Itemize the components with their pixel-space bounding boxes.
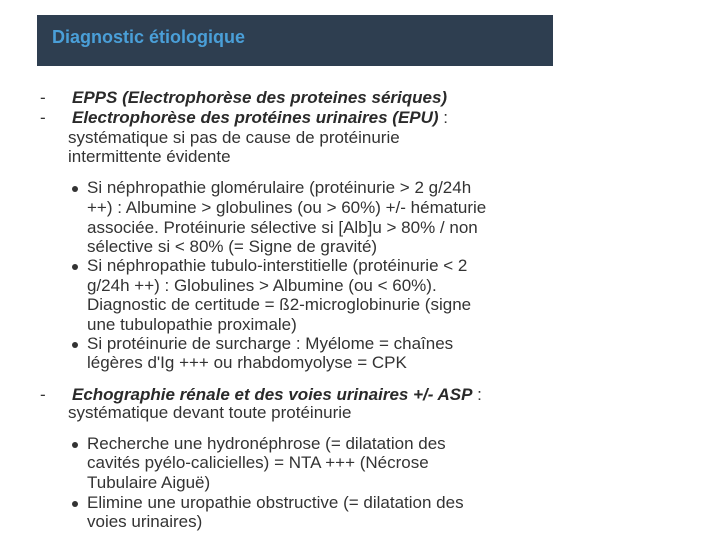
list-item-heading [72, 385, 482, 405]
list-item-text: systématique devant toute protéinurie [68, 403, 352, 422]
bullet-icon [72, 442, 78, 448]
bullet-icon [72, 186, 78, 192]
bullet-text: Recherche une hydronéphrose (= dilatation des [87, 434, 446, 453]
bullet-text: une tubulopathie proximale) [87, 315, 297, 334]
bullet-text: Diagnostic de certitude = ß2-microglobinurie (signe [87, 295, 472, 314]
list-dash: - [40, 88, 46, 107]
page-title: Diagnostic étiologique [52, 27, 246, 47]
bullet-icon [72, 501, 78, 507]
list-item-suffix: : [472, 385, 482, 404]
bullet-icon [72, 342, 78, 348]
bullet-text: légères d'Ig +++ ou rhabdomyolyse = CPK [87, 353, 407, 372]
list-item-text: intermittente évidente [68, 147, 231, 166]
list-item-heading [72, 108, 448, 128]
bullet-text: cavités pyélo-calicielles) = NTA +++ (Nécrose [87, 453, 429, 472]
list-item-text: systématique si pas de cause de protéinurie [68, 128, 400, 147]
list-item-heading [72, 88, 447, 108]
bullet-text: Si néphropathie glomérulaire (protéinurie > 2 g/24h [87, 178, 472, 197]
list-item-title: Electrophorèse des protéines urinaires (EPU) [72, 108, 439, 127]
list-item-title: EPPS (Electrophorèse des proteines sériques) [72, 88, 448, 107]
bullet-text: Si protéinurie de surcharge : Myélome = chaînes [87, 334, 454, 353]
bullet-text: ++) : Albumine > globulines (ou > 60%) +/- hématurie [87, 198, 487, 217]
bullet-text: sélective si < 80% (= Signe de gravité) [87, 237, 378, 256]
bullet-text: g/24h ++) : Globulines > Albumine (ou < 60%). [87, 276, 437, 295]
bullet-text: Elimine une uropathie obstructive (= dilatation des [87, 493, 464, 512]
bullet-text: Si néphropathie tubulo-interstitielle (protéinurie < 2 [87, 256, 468, 275]
bullet-text: associée. Protéinurie sélective si [Alb]u > 80% / non [87, 218, 478, 237]
bullet-text: voies urinaires) [87, 512, 203, 531]
list-item-title: Echographie rénale et des voies urinaires +/- ASP [72, 385, 473, 404]
list-item-suffix: : [438, 108, 449, 127]
bullet-icon [72, 264, 78, 270]
list-dash: - [40, 385, 46, 404]
bullet-text: Tubulaire Aiguë) [87, 473, 211, 492]
list-dash: - [40, 108, 46, 127]
section-header [37, 15, 553, 66]
